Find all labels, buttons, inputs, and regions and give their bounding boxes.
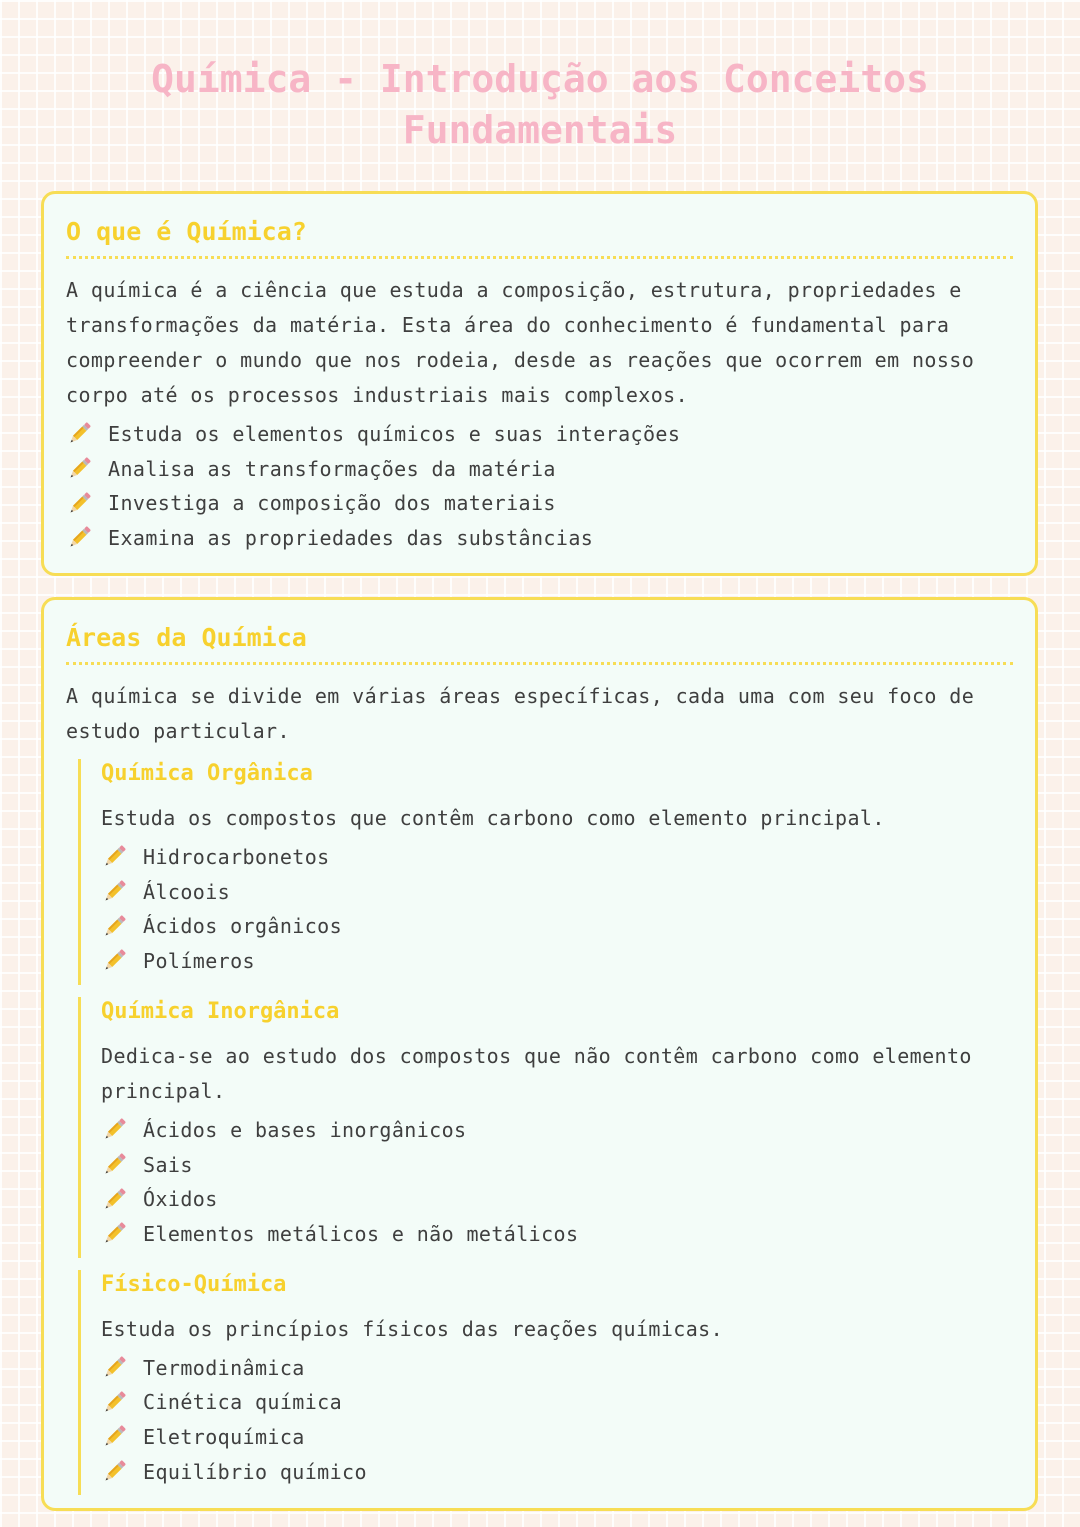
pencil-icon [66, 525, 92, 551]
list-item [101, 1113, 1013, 1148]
chemistry-areas-card [41, 597, 1038, 1511]
list-item-label: Cinética química [143, 1390, 343, 1415]
what-is-chemistry-paragraph: A química é a ciência que estuda a composição, estrutura, propriedades e transformações da matéria. Esta área do conhecimento é fundamental para compreender o mundo que nos rodeia, desde as reações que ocorrem em nosso corpo até os processos industriais mais complexos. [66, 278, 975, 407]
list-item [101, 1351, 1013, 1386]
list-item [101, 1455, 1013, 1490]
pencil-icon [101, 844, 127, 870]
list-item-label: Termodinâmica [143, 1355, 305, 1380]
list-item-label: Equilíbrio químico [143, 1459, 367, 1484]
list-item-label: Examina as propriedades das substâncias [108, 526, 594, 551]
what-is-chemistry-list [66, 417, 1013, 556]
list-item [101, 1385, 1013, 1420]
pencil-icon [101, 1424, 127, 1450]
list-item [101, 909, 1013, 944]
page-title [90, 54, 990, 156]
pencil-icon [101, 879, 127, 905]
list-item [101, 875, 1013, 910]
pencil-icon [101, 948, 127, 974]
list-item-label: Analisa as transformações da matéria [108, 456, 556, 481]
physical-chemistry-block [78, 1270, 1013, 1496]
list-item [101, 1217, 1013, 1252]
list-item [101, 1182, 1013, 1217]
chemistry-areas-paragraph: A química se divide em várias áreas específicas, cada uma com seu foco de estudo particular. [66, 684, 975, 743]
list-item [66, 486, 1013, 521]
list-item-label: Ácidos e bases inorgânicos [143, 1117, 467, 1142]
pencil-icon [101, 1152, 127, 1178]
chemistry-areas-heading: Áreas da Química [66, 622, 1013, 665]
list-item [101, 944, 1013, 979]
physical-chemistry-paragraph: Estuda os princípios físicos das reações químicas. [101, 1316, 724, 1341]
organic-chemistry-list [101, 840, 1013, 979]
list-item [66, 452, 1013, 487]
list-item [66, 417, 1013, 452]
organic-chemistry-paragraph: Estuda os compostos que contêm carbono como elemento principal. [101, 806, 885, 830]
organic-chemistry-block [78, 759, 1013, 985]
pencil-icon [101, 1459, 127, 1485]
list-item-label: Ácidos orgânicos [143, 914, 343, 939]
list-item [66, 521, 1013, 556]
physical-chemistry-list [101, 1351, 1013, 1490]
list-item-label: Estuda os elementos químicos e suas interações [108, 422, 681, 446]
pencil-icon [101, 1117, 127, 1143]
page-title-line-1: Química - Introdução aos Conceitos [151, 57, 929, 101]
list-item-label: Polímeros [143, 949, 255, 974]
list-item [101, 1420, 1013, 1455]
physical-chemistry-heading: Físico-Química [101, 1271, 287, 1297]
inorganic-chemistry-block [78, 997, 1013, 1258]
pencil-icon [66, 456, 92, 482]
pencil-icon [101, 914, 127, 940]
inorganic-chemistry-heading: Química Inorgânica [101, 998, 340, 1024]
organic-chemistry-heading: Química Orgânica [101, 761, 313, 786]
list-item-label: Óxidos [143, 1187, 218, 1212]
pencil-icon [66, 421, 92, 447]
list-item-label: Elementos metálicos e não metálicos [143, 1221, 579, 1246]
list-item-label: Hidrocarbonetos [143, 845, 330, 869]
what-is-chemistry-card [41, 191, 1038, 576]
list-item-label: Investiga a composição dos materiais [108, 491, 556, 516]
inorganic-chemistry-paragraph: Dedica-se ao estudo dos compostos que não contêm carbono como elemento principal. [101, 1043, 972, 1103]
pencil-icon [101, 1355, 127, 1381]
pencil-icon [101, 1187, 127, 1213]
what-is-chemistry-heading: O que é Química? [66, 216, 1013, 259]
list-item-label: Sais [143, 1152, 193, 1177]
inorganic-chemistry-list [101, 1113, 1013, 1252]
list-item-label: Álcoois [143, 879, 231, 904]
pencil-icon [101, 1390, 127, 1416]
pencil-icon [101, 1221, 127, 1247]
list-item [101, 1148, 1013, 1183]
pencil-icon [66, 491, 92, 517]
list-item [101, 840, 1013, 875]
page-title-line-2: Fundamentais [402, 108, 678, 152]
list-item-label: Eletroquímica [143, 1425, 305, 1450]
